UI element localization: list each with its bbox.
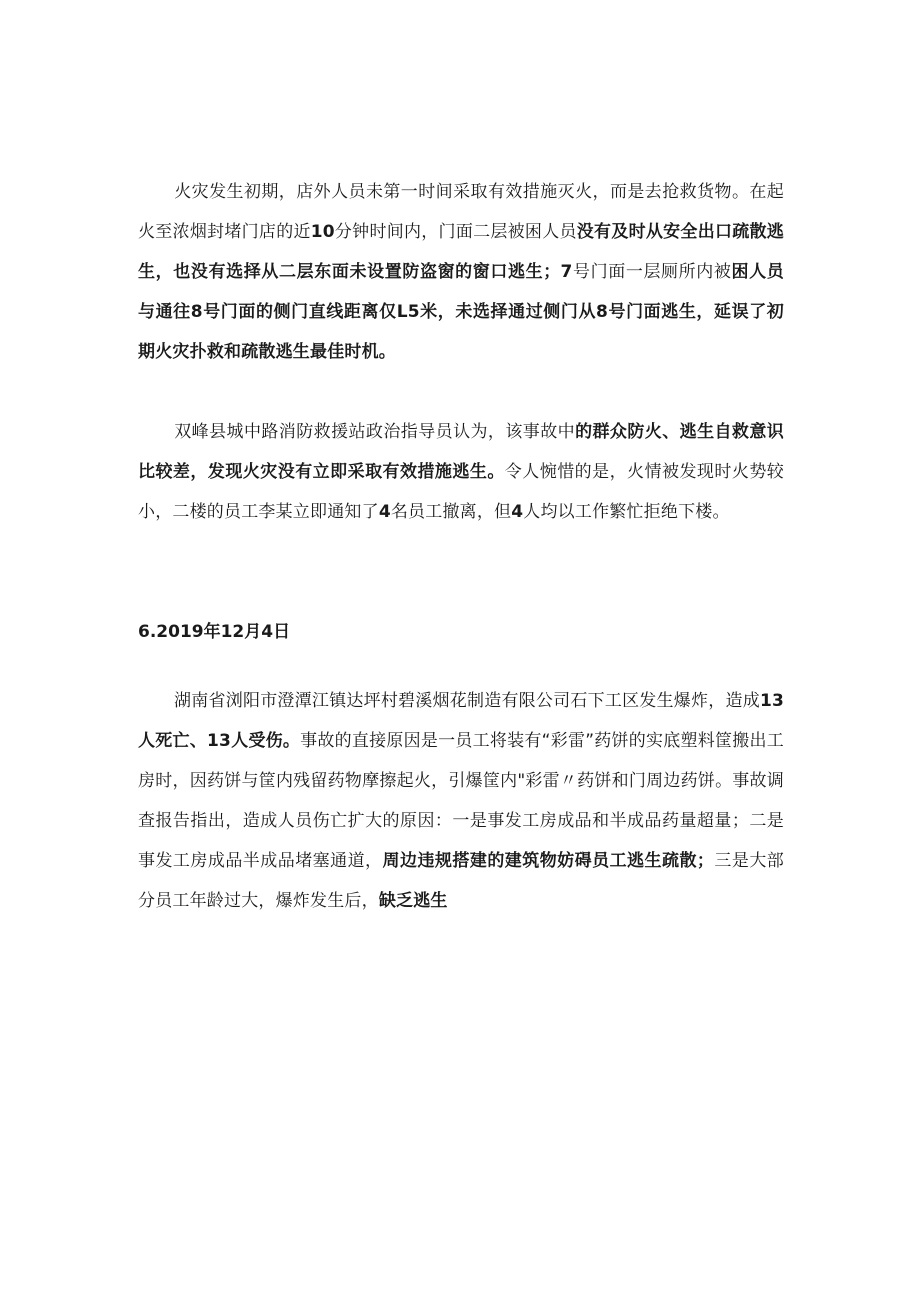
text-run: 三是大部分员工年龄过大，爆炸发生后， <box>138 851 784 911</box>
text-run: 名员工撤离，但 <box>390 502 512 522</box>
text-run-bold: 缺乏逃生 <box>378 891 448 911</box>
paragraph-fire-early-stage <box>138 172 784 372</box>
text-run: 双峰县城中路消防救援站政治指导员认为，该事故中 <box>174 422 576 442</box>
text-run-bold: 10 <box>310 222 335 242</box>
text-run-bold: 4 <box>511 502 524 522</box>
text-run-bold: 没有及时从安全出口疏散逃生，也没有选择从二层东面未设置防盗窗的窗口逃生；7 <box>138 222 784 282</box>
text-run: 事故的直接原因是一员工将装有“彩雷”药饼的实底塑料筐搬出工房时，因药饼与筐内残留药物摩擦起火，引爆筐内"彩雷〃药饼和门周边药饼。事故调查报告指出，造成人员伤亡扩大的原因：一是事发工房成品和半成品药量超量；二是事发工房成品半成品堵塞通道， <box>138 731 784 871</box>
text-run-bold: 困人员与通往8号门面的侧门直线距离仅L5米，未选择通过侧门从8号门面逃生，延误了初期火灾扑救和疏散逃生最佳时机。 <box>138 262 784 362</box>
paragraph-fireworks-explosion <box>138 681 784 921</box>
text-run: 号门面一层厕所内被 <box>572 262 732 282</box>
paragraph-instructor-opinion <box>138 412 784 532</box>
text-run: 湖南省浏阳市澄潭江镇达坪村碧溪烟花制造有限公司石下工区发生爆炸，造成 <box>174 691 760 711</box>
text-run: 令人惋惜的是，火情被发现时火势较小，二楼的员工李某立即通知了 <box>138 462 784 522</box>
text-run-bold: 13人死亡、13人受伤。 <box>138 691 784 751</box>
text-run-bold: 4 <box>378 502 391 522</box>
section-heading: 6.2019年12月4日 <box>138 622 291 642</box>
text-run-bold: 周边违规搭建的建筑物妨碍员工逃生疏散； <box>382 851 715 871</box>
text-run: 人均以工作繁忙拒绝下楼。 <box>523 502 730 522</box>
text-run: 分钟时间内，门面二层被困人员 <box>334 222 577 242</box>
text-run-bold: 的群众防火、逃生自救意识比较差，发现火灾没有立即采取有效措施逃生。 <box>138 422 784 482</box>
text-run: 火灾发生初期，店外人员未第一时间采取有效措施灭火，而是去抢救货物。在起火至浓烟封堵门店的近 <box>138 182 784 242</box>
